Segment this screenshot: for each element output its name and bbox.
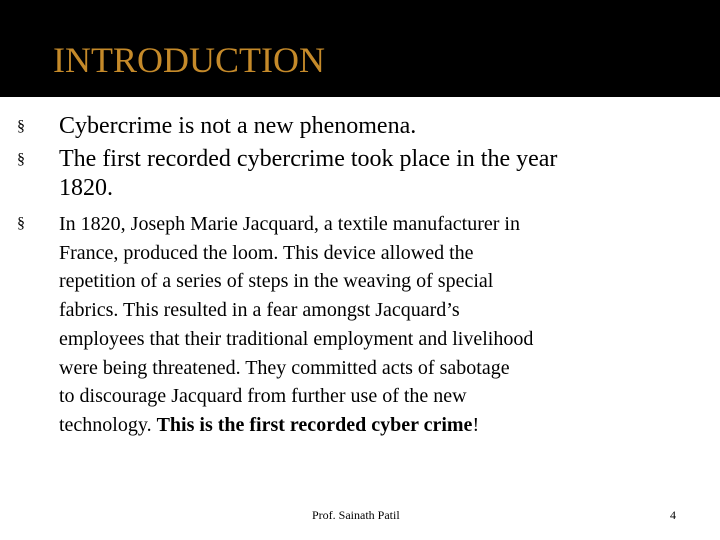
bullet-3-line-8-plain: technology. bbox=[59, 413, 157, 436]
bullet-3-line-8-tail: ! bbox=[472, 413, 480, 436]
bullet-marker-2: § bbox=[17, 151, 25, 168]
bullet-3-line-2: France, produced the loom. This device allowed the bbox=[59, 241, 474, 264]
bullet-text-2 bbox=[59, 145, 557, 203]
bullet-text-1 bbox=[59, 112, 416, 141]
bullet-3-line-4: fabrics. This resulted in a fear amongst Jacquard’s bbox=[59, 299, 460, 322]
bullet-3-line-3: repetition of a series of steps in the weaving of special bbox=[59, 270, 494, 293]
bullet-3-line-1: In 1820, Joseph Marie Jacquard, a textile manufacturer in bbox=[59, 213, 520, 235]
bullet-text-3 bbox=[59, 210, 533, 440]
bullet-3-emphasis: This is the first recorded cyber crime bbox=[156, 413, 473, 436]
slide-title: INTRODUCTION bbox=[53, 40, 325, 80]
bullet-3-line-8 bbox=[59, 411, 533, 440]
bullet-marker-3: § bbox=[17, 215, 25, 232]
bullet-3-line-6: were being threatened. They committed acts of sabotage bbox=[59, 356, 510, 379]
bullet-3-line-5: employees that their traditional employment and livelihood bbox=[59, 327, 534, 350]
bullet-2-line-1: The first recorded cybercrime took place in the year bbox=[59, 146, 558, 172]
bullet-marker-1: § bbox=[17, 118, 25, 135]
bullet-2-line-2: 1820. bbox=[59, 175, 113, 201]
bullet-3-line-7: to discourage Jacquard from further use of the new bbox=[59, 385, 467, 408]
page-number: 4 bbox=[670, 508, 676, 522]
footer-author: Prof. Sainath Patil bbox=[312, 508, 400, 522]
title-bar bbox=[0, 0, 720, 97]
bullet-1-line-1: Cybercrime is not a new phenomena. bbox=[59, 113, 417, 139]
